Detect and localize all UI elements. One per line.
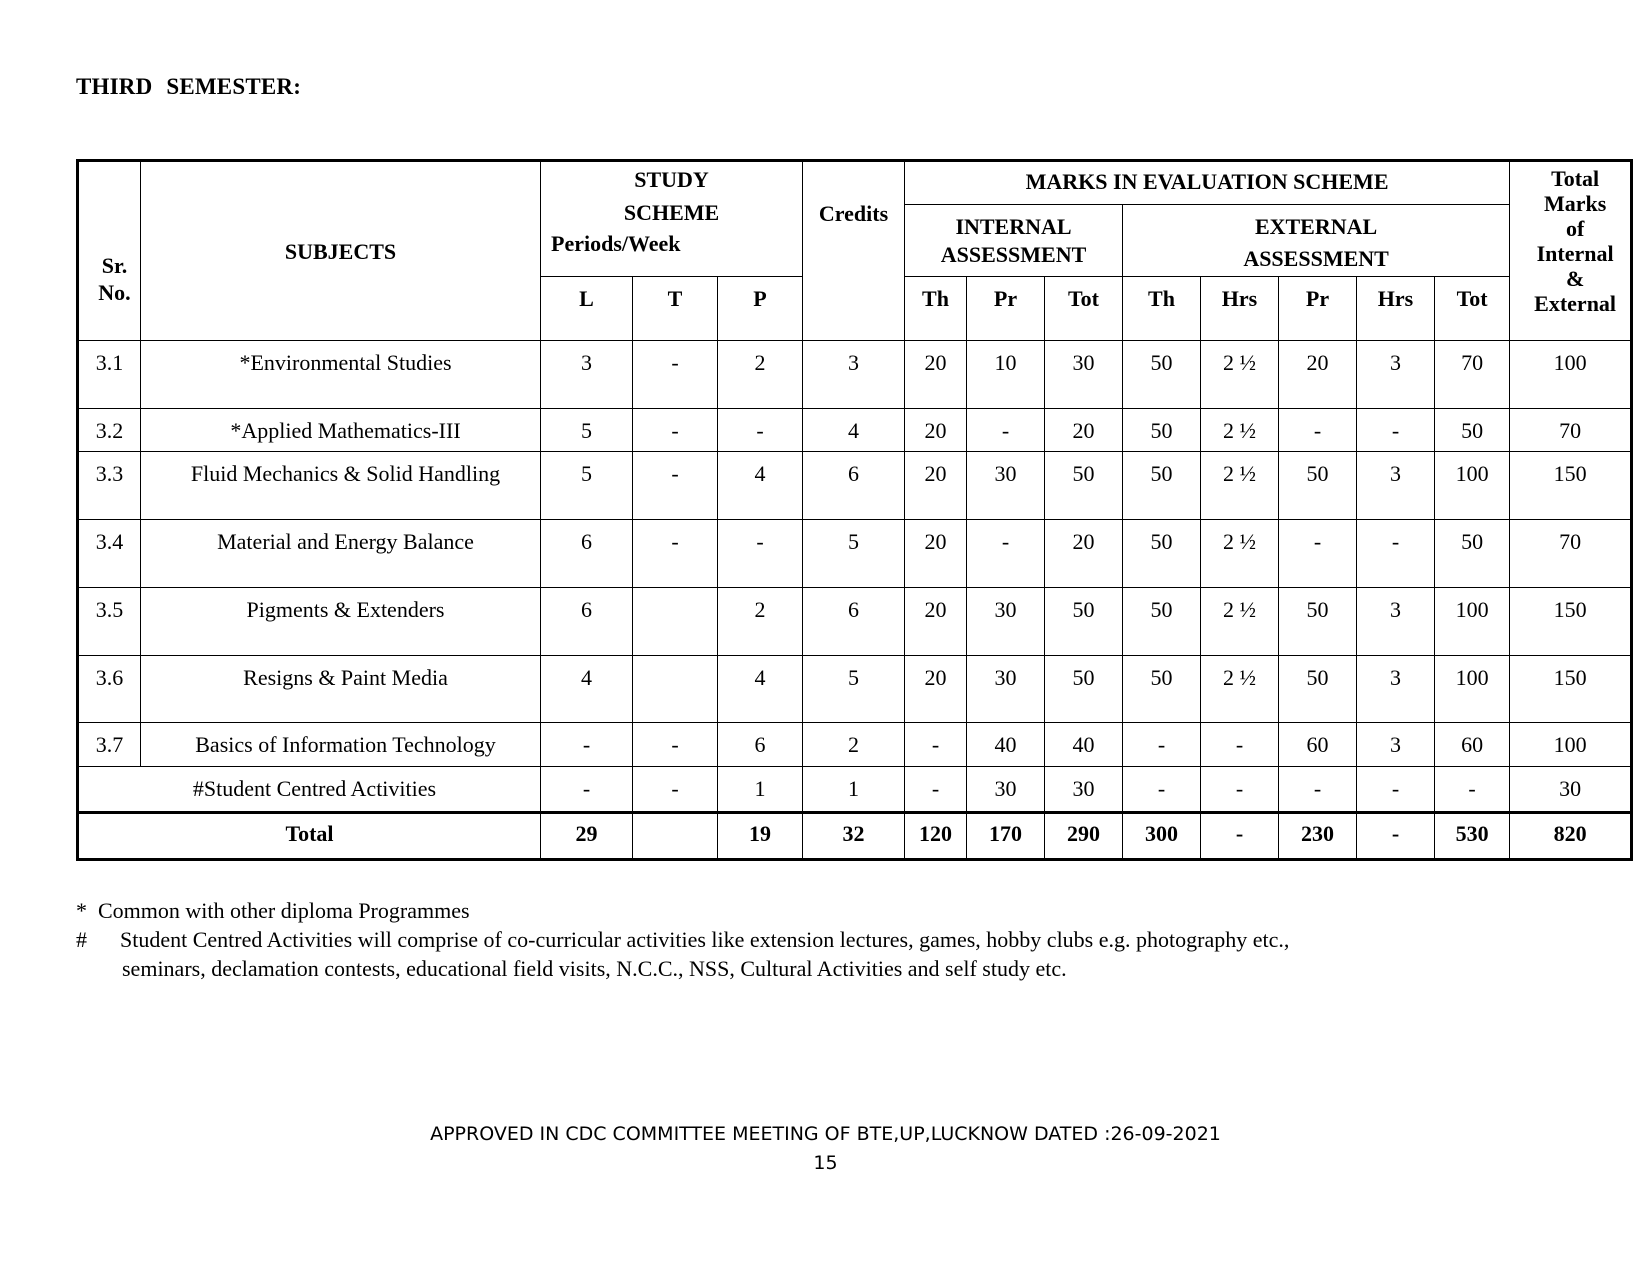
cell-int-tot: 50 xyxy=(1045,587,1123,655)
subject-cell: Basics of Information Technology xyxy=(141,723,541,766)
credits-header: Credits xyxy=(803,161,905,341)
cell-ext-pr: 50 xyxy=(1279,452,1357,520)
cell-l: 6 xyxy=(541,519,633,587)
cell-total-marks: 70 xyxy=(1510,519,1632,587)
cell-ext-pr-hrs: 3 xyxy=(1357,452,1435,520)
cell-int-pr: 30 xyxy=(967,655,1045,723)
external-assessment-header xyxy=(1123,205,1510,277)
cell-int-tot: 50 xyxy=(1045,452,1123,520)
cell-credits: 6 xyxy=(803,452,905,520)
cell-total-marks: 70 xyxy=(1510,408,1632,451)
study-scheme-header xyxy=(541,161,803,277)
cell-t xyxy=(633,587,718,655)
subjects-header: SUBJECTS xyxy=(141,161,541,341)
cell-ext-tot: 60 xyxy=(1435,723,1510,766)
total-label-6: External xyxy=(1534,291,1617,316)
cell-credits: 6 xyxy=(803,587,905,655)
cell-ext-pr: 60 xyxy=(1279,723,1357,766)
footnote-common-text: Common with other diploma Programmes xyxy=(98,898,470,923)
cell-int-th: 20 xyxy=(905,587,967,655)
table-body xyxy=(78,341,1632,860)
external-assessment-label: ASSESSMENT xyxy=(1243,246,1389,271)
sr-no-header xyxy=(78,161,141,341)
cell-ext-pr-hrs: 3 xyxy=(1357,655,1435,723)
page-number: 15 xyxy=(813,1152,838,1174)
col-header-t: T xyxy=(633,277,718,341)
cell-int-th: - xyxy=(905,766,967,813)
hash-symbol: # xyxy=(76,927,87,952)
cell-total-marks: 100 xyxy=(1510,723,1632,766)
cell-ext-th-hrs: - xyxy=(1201,723,1279,766)
cell-int-pr: 30 xyxy=(967,587,1045,655)
cell-t: - xyxy=(633,408,718,451)
col-header-ext-pr: Pr xyxy=(1279,277,1357,341)
cell-p: 19 xyxy=(718,813,803,860)
total-label-3: of xyxy=(1565,216,1585,241)
total-label: Total xyxy=(78,813,541,860)
cell-ext-tot: 70 xyxy=(1435,341,1510,409)
cell-ext-th-hrs: 2 ½ xyxy=(1201,408,1279,451)
cell-t: - xyxy=(633,519,718,587)
cell-p: 1 xyxy=(718,766,803,813)
cell-ext-tot: 100 xyxy=(1435,452,1510,520)
cell-ext-th-hrs: 2 ½ xyxy=(1201,587,1279,655)
cell-credits: 4 xyxy=(803,408,905,451)
table-row xyxy=(78,341,1632,409)
cell-int-tot: 20 xyxy=(1045,408,1123,451)
sr-no-cell: 3.5 xyxy=(78,587,141,655)
cell-int-pr: 170 xyxy=(967,813,1045,860)
cell-ext-th-hrs: 2 ½ xyxy=(1201,452,1279,520)
cell-int-th: - xyxy=(905,723,967,766)
cell-ext-th-hrs: 2 ½ xyxy=(1201,519,1279,587)
cell-ext-tot: 50 xyxy=(1435,408,1510,451)
cell-l: 6 xyxy=(541,587,633,655)
page-footer xyxy=(0,1120,1651,1178)
scheme-label: SCHEME xyxy=(623,200,720,225)
evaluation-scheme-table xyxy=(76,159,1633,861)
col-header-ext-th: Th xyxy=(1123,277,1201,341)
col-header-int-th: Th xyxy=(905,277,967,341)
cell-ext-th-hrs: - xyxy=(1201,766,1279,813)
study-label: STUDY xyxy=(634,167,709,192)
cell-ext-th: 50 xyxy=(1123,655,1201,723)
cell-ext-pr: - xyxy=(1279,766,1357,813)
cell-credits: 1 xyxy=(803,766,905,813)
subject-cell: Fluid Mechanics & Solid Handling xyxy=(141,452,541,520)
cell-ext-pr-hrs: - xyxy=(1357,519,1435,587)
col-header-ext-th-hrs: Hrs xyxy=(1201,277,1279,341)
col-header-ext-pr-hrs: Hrs xyxy=(1357,277,1435,341)
total-label-5: & xyxy=(1565,266,1585,291)
cell-ext-th: 50 xyxy=(1123,341,1201,409)
cell-ext-tot: 530 xyxy=(1435,813,1510,860)
cell-int-th: 20 xyxy=(905,452,967,520)
cell-l: 5 xyxy=(541,408,633,451)
cell-ext-pr: - xyxy=(1279,408,1357,451)
cell-l: 3 xyxy=(541,341,633,409)
cell-int-th: 20 xyxy=(905,408,967,451)
cell-credits: 32 xyxy=(803,813,905,860)
table-row xyxy=(78,452,1632,520)
table-row xyxy=(78,723,1632,766)
periods-week-label: Periods/Week xyxy=(551,231,681,256)
internal-assessment-header xyxy=(905,205,1123,277)
cell-t: - xyxy=(633,452,718,520)
cell-ext-pr: 50 xyxy=(1279,587,1357,655)
cell-int-pr: - xyxy=(967,519,1045,587)
cell-t xyxy=(633,813,718,860)
cell-ext-th: 50 xyxy=(1123,587,1201,655)
internal-label: INTERNAL xyxy=(955,214,1072,239)
cell-credits: 5 xyxy=(803,655,905,723)
cell-p: 2 xyxy=(718,341,803,409)
footnote-common xyxy=(76,896,1289,925)
total-marks-header xyxy=(1510,161,1632,341)
cell-ext-th: - xyxy=(1123,723,1201,766)
cell-int-tot: 290 xyxy=(1045,813,1123,860)
cell-total-marks: 100 xyxy=(1510,341,1632,409)
cell-ext-th: 50 xyxy=(1123,452,1201,520)
table-row xyxy=(78,408,1632,451)
cell-ext-pr-hrs: - xyxy=(1357,766,1435,813)
cell-credits: 3 xyxy=(803,341,905,409)
table-row xyxy=(78,655,1632,723)
cell-ext-tot: 100 xyxy=(1435,587,1510,655)
col-header-ext-tot: Tot xyxy=(1435,277,1510,341)
col-header-l: L xyxy=(541,277,633,341)
cell-ext-th-hrs: 2 ½ xyxy=(1201,655,1279,723)
col-header-int-pr: Pr xyxy=(967,277,1045,341)
marks-evaluation-header: MARKS IN EVALUATION SCHEME xyxy=(905,161,1510,205)
cell-total-marks: 30 xyxy=(1510,766,1632,813)
no-label: No. xyxy=(98,280,131,305)
cell-ext-tot: 100 xyxy=(1435,655,1510,723)
cell-l: 5 xyxy=(541,452,633,520)
cell-p: 2 xyxy=(718,587,803,655)
cell-ext-pr-hrs: - xyxy=(1357,813,1435,860)
subject-cell: *Applied Mathematics-III xyxy=(141,408,541,451)
cell-ext-th: - xyxy=(1123,766,1201,813)
cell-p: - xyxy=(718,408,803,451)
sr-no-cell: 3.2 xyxy=(78,408,141,451)
cell-l: - xyxy=(541,723,633,766)
cell-ext-pr-hrs: 3 xyxy=(1357,341,1435,409)
external-label: EXTERNAL xyxy=(1254,214,1378,239)
footnote-sca xyxy=(76,925,1289,954)
col-header-p: P xyxy=(718,277,803,341)
cell-ext-th: 300 xyxy=(1123,813,1201,860)
cell-ext-pr-hrs: 3 xyxy=(1357,587,1435,655)
student-centred-activities-row xyxy=(78,766,1632,813)
cell-int-th: 20 xyxy=(905,519,967,587)
cell-t: - xyxy=(633,766,718,813)
sca-label: #Student Centred Activities xyxy=(78,766,541,813)
cell-int-th: 20 xyxy=(905,341,967,409)
cell-total-marks: 150 xyxy=(1510,587,1632,655)
cell-int-th: 20 xyxy=(905,655,967,723)
cell-int-pr: 10 xyxy=(967,341,1045,409)
cell-int-pr: - xyxy=(967,408,1045,451)
cell-ext-th-hrs: - xyxy=(1201,813,1279,860)
cell-p: 4 xyxy=(718,655,803,723)
sr-no-cell: 3.6 xyxy=(78,655,141,723)
internal-assessment-label: ASSESSMENT xyxy=(940,242,1087,267)
subject-cell: Material and Energy Balance xyxy=(141,519,541,587)
cell-t xyxy=(633,655,718,723)
sr-label: Sr. xyxy=(101,253,128,278)
cell-p: 6 xyxy=(718,723,803,766)
cell-credits: 2 xyxy=(803,723,905,766)
subject-cell: Resigns & Paint Media xyxy=(141,655,541,723)
cell-t: - xyxy=(633,723,718,766)
total-row xyxy=(78,813,1632,860)
cell-l: 4 xyxy=(541,655,633,723)
cell-ext-pr: 230 xyxy=(1279,813,1357,860)
col-header-int-tot: Tot xyxy=(1045,277,1123,341)
cell-ext-pr: - xyxy=(1279,519,1357,587)
cell-t: - xyxy=(633,341,718,409)
cell-ext-tot: 50 xyxy=(1435,519,1510,587)
cell-total-marks: 820 xyxy=(1510,813,1632,860)
cell-l: - xyxy=(541,766,633,813)
sr-no-cell: 3.7 xyxy=(78,723,141,766)
cell-int-tot: 30 xyxy=(1045,766,1123,813)
total-label-4: Internal xyxy=(1536,241,1614,266)
cell-ext-pr-hrs: 3 xyxy=(1357,723,1435,766)
cell-ext-pr-hrs: - xyxy=(1357,408,1435,451)
cell-total-marks: 150 xyxy=(1510,452,1632,520)
cell-total-marks: 150 xyxy=(1510,655,1632,723)
cell-int-pr: 30 xyxy=(967,452,1045,520)
total-label-2: Marks xyxy=(1543,191,1607,216)
cell-ext-th-hrs: 2 ½ xyxy=(1201,341,1279,409)
subject-cell: *Environmental Studies xyxy=(141,341,541,409)
cell-int-th: 120 xyxy=(905,813,967,860)
table-row xyxy=(78,587,1632,655)
table-row xyxy=(78,519,1632,587)
subject-cell: Pigments & Extenders xyxy=(141,587,541,655)
approval-note: APPROVED IN CDC COMMITTEE MEETING OF BTE,UP,LUCKNOW DATED :26-09-2021 xyxy=(430,1123,1221,1145)
cell-p: - xyxy=(718,519,803,587)
sr-no-cell: 3.3 xyxy=(78,452,141,520)
sr-no-cell: 3.4 xyxy=(78,519,141,587)
cell-int-tot: 30 xyxy=(1045,341,1123,409)
total-label-1: Total xyxy=(1551,166,1600,191)
cell-credits: 5 xyxy=(803,519,905,587)
asterisk-symbol: * xyxy=(76,898,87,923)
footnote-sca-line1: Student Centred Activities will comprise of co-curricular activities like extension lectures, games, hobby clubs e.g. photography etc., xyxy=(120,927,1290,952)
cell-ext-th: 50 xyxy=(1123,408,1201,451)
page-title: THIRD SEMESTER: xyxy=(76,74,302,99)
cell-int-tot: 50 xyxy=(1045,655,1123,723)
cell-int-tot: 20 xyxy=(1045,519,1123,587)
footnotes xyxy=(76,896,1289,983)
sr-no-cell: 3.1 xyxy=(78,341,141,409)
cell-p: 4 xyxy=(718,452,803,520)
cell-ext-th: 50 xyxy=(1123,519,1201,587)
footnote-sca-line2: seminars, declamation contests, educational field visits, N.C.C., NSS, Cultural Activities and self study etc. xyxy=(122,956,1067,981)
cell-ext-pr: 20 xyxy=(1279,341,1357,409)
cell-ext-tot: - xyxy=(1435,766,1510,813)
cell-int-pr: 30 xyxy=(967,766,1045,813)
cell-l: 29 xyxy=(541,813,633,860)
cell-int-tot: 40 xyxy=(1045,723,1123,766)
cell-ext-pr: 50 xyxy=(1279,655,1357,723)
cell-int-pr: 40 xyxy=(967,723,1045,766)
